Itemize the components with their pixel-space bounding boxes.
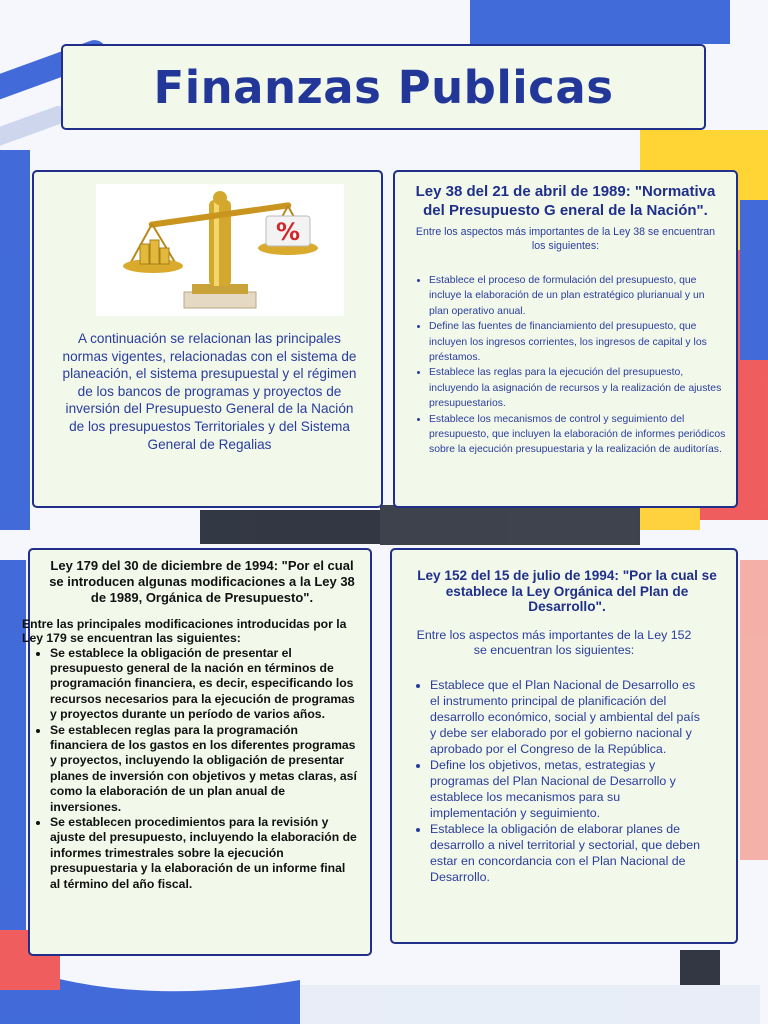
- ley-38-intro: Entre los aspectos más importantes de la Ley 38 se encuentran los siguientes:: [415, 226, 716, 252]
- ley-179-intro: Entre las principales modificaciones introducidas por la Ley 179 se encuentran las siguientes:: [22, 616, 347, 646]
- title-box: [61, 44, 706, 130]
- scale-with-percent-icon: [96, 184, 344, 316]
- intro-text: A continuación se relacionan las principales normas vigentes, relacionadas con el sistema de planeación, el sistema presupuestal y el régimen de los bancos de programas y proyectos de inversión del Presupuesto General de la Nación de los presupuestos Territoriales y del Sistema General de Regalias: [62, 331, 357, 452]
- ley-38-box: [393, 170, 738, 508]
- list-item: • Se establece la obligación de presentar el presupuesto general de la nación en términos de programación financiera, es decir, especificando los recursos necesarios para la ejecución de programas y proyectos durante un período de varios años.: [50, 646, 358, 723]
- ley-38-list: [395, 273, 736, 458]
- ley-179-list: [30, 646, 370, 893]
- list-item: • Establece el proceso de formulación del presupuesto, que incluye la elaboración de un plan estratégico plurianual y un plan operativo anual.: [429, 273, 726, 319]
- list-item: • Establece los mecanismos de control y seguimiento del presupuesto, que incluyen la elaboración de informes periódicos sobre la ejecución presupuestaria y la realización de auditorías.: [429, 412, 726, 458]
- list-item: • Define las fuentes de financiamiento del presupuesto, que incluyen los ingresos corrientes, los ingresos de capital y los préstamos.: [429, 319, 726, 365]
- list-item: • Se establecen procedimientos para la revisión y ajuste del presupuesto, incluyendo la elaboración de informes trimestrales sobre la ejecución presupuestaria y la elaboración de un informe final al término del año fiscal.: [50, 815, 358, 892]
- svg-text:%: %: [275, 218, 301, 246]
- ley-152-intro: Entre los aspectos más importantes de la Ley 152 se encuentran los siguientes:: [416, 627, 692, 658]
- list-item: • Define los objetivos, metas, estrategias y programas del Plan Nacional de Desarrollo y establece los mecanismos para su implementación y seguimiento.: [430, 757, 706, 821]
- ley-152-list: [392, 677, 736, 885]
- list-item: • Establece las reglas para la ejecución del presupuesto, incluyendo la asignación de recursos y la realización de ajustes presupuestarios.: [429, 365, 726, 411]
- ley-179-title: Ley 179 del 30 de diciembre de 1994: "Por el cual se introducen algunas modificaciones a la Ley 38 de 1989, Orgánica de Presupuesto".: [49, 558, 355, 606]
- page-title: Finanzas Publicas: [153, 60, 614, 114]
- intro-box: [32, 170, 383, 508]
- list-item: • Establece la obligación de elaborar planes de desarrollo a nivel territorial y sectorial, que deben estar en concordancia con el Plan Nacional de Desarrollo.: [430, 821, 706, 885]
- list-item: • Establece que el Plan Nacional de Desarrollo es el instrumento principal de planificación del desarrollo económico, social y ambiental del país y debe ser elaborado por el gobierno nacional y aprobado por el Congreso de la República.: [430, 677, 706, 757]
- ley-152-title: Ley 152 del 15 de julio de 1994: "Por la cual se establece la Ley Orgánica del Plan de Desarrollo".: [417, 568, 717, 614]
- ley-152-box: [390, 548, 738, 944]
- list-item: • Se establecen reglas para la programación financiera de los gastos en los diferentes programas y proyectos, incluyendo la obligación de presentar planes de inversión con objetivos y metas claras, así como la elaboración de un plan anual de inversiones.: [50, 723, 358, 815]
- ley-38-title: Ley 38 del 21 de abril de 1989: "Normativa del Presupuesto G eneral de la Nación".: [415, 183, 716, 219]
- ley-179-box: [22, 548, 372, 956]
